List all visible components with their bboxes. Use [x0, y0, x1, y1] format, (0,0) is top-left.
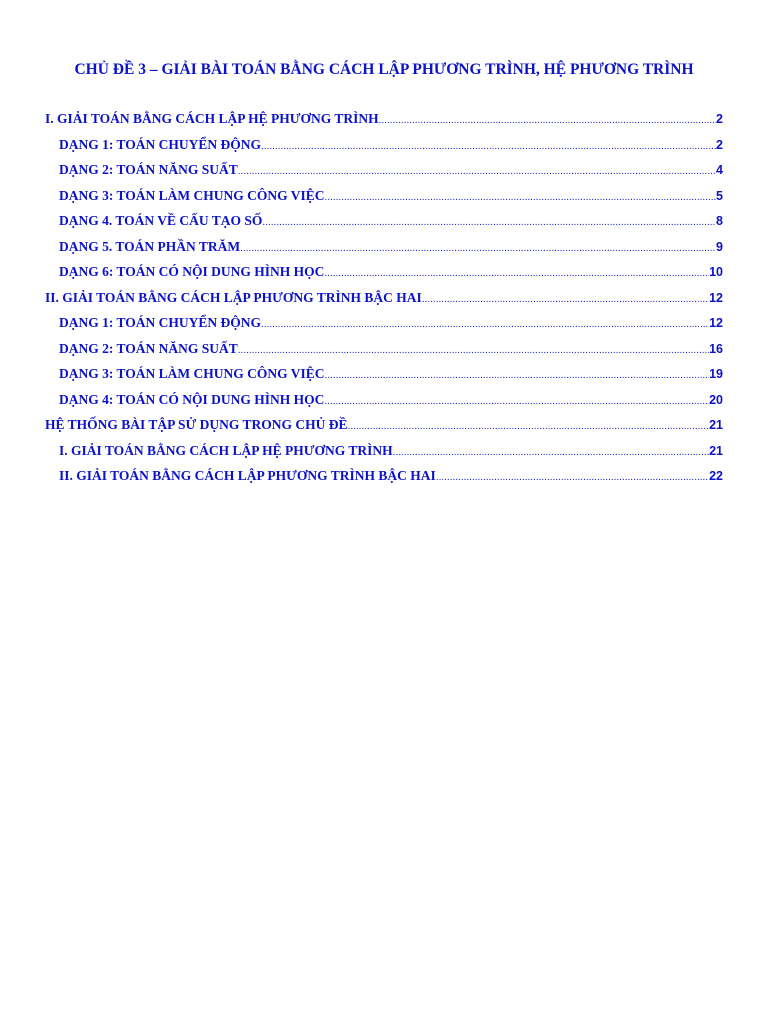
- toc-page-number: 12: [709, 290, 723, 305]
- toc-dot-leader: [348, 418, 710, 436]
- toc-entry-title: DẠNG 5. TOÁN PHẦN TRĂM: [59, 238, 241, 254]
- toc-entry-title: DẠNG 2: TOÁN NĂNG SUẤT: [59, 340, 238, 356]
- toc-page-number: 19: [709, 367, 723, 381]
- toc-dot-leader: [262, 214, 716, 232]
- toc-dot-leader: [238, 342, 709, 360]
- toc-page-number: 10: [709, 265, 723, 279]
- toc-dot-leader: [436, 469, 709, 487]
- toc-entry-title: DẠNG 6: TOÁN CÓ NỘI DUNG HÌNH HỌC: [59, 264, 325, 279]
- toc-entry[interactable]: [45, 136, 723, 162]
- toc-dot-leader: [238, 163, 716, 181]
- toc-entry-title: DẠNG 1: TOÁN CHUYỂN ĐỘNG: [59, 315, 262, 330]
- toc-page-number: 2: [716, 112, 723, 126]
- page-title: CHỦ ĐỀ 3 – GIẢI BÀI TOÁN BẰNG CÁCH LẬP PHƯƠNG TRÌNH, HỆ PHƯƠNG TRÌNH: [74, 61, 694, 78]
- toc-page-number: 12: [709, 316, 723, 330]
- toc-entry[interactable]: [45, 365, 723, 391]
- toc-page-number: 20: [709, 392, 723, 407]
- toc-entry[interactable]: [45, 314, 723, 340]
- toc-entry[interactable]: [45, 187, 723, 213]
- toc-entry[interactable]: [45, 161, 723, 187]
- toc-entry-title: HỆ THỐNG BÀI TẬP SỬ DỤNG TRONG CHỦ ĐỀ: [45, 417, 348, 432]
- toc-entry[interactable]: [45, 340, 723, 366]
- toc-dot-leader: [324, 265, 709, 283]
- toc-dot-leader: [325, 367, 710, 385]
- toc-entry-title: DẠNG 3: TOÁN LÀM CHUNG CÔNG VIỆC: [59, 366, 325, 381]
- toc-dot-leader: [324, 393, 709, 411]
- toc-entry[interactable]: [45, 212, 723, 238]
- toc-page-number: 2: [716, 137, 723, 152]
- toc-page-number: 21: [709, 418, 723, 432]
- toc-entry[interactable]: [45, 263, 723, 289]
- toc-entry[interactable]: [45, 110, 723, 136]
- toc-entry[interactable]: [45, 416, 723, 442]
- toc-entry-title: DẠNG 4: TOÁN CÓ NỘI DUNG HÌNH HỌC: [59, 391, 325, 407]
- toc-dot-leader: [325, 189, 717, 207]
- toc-page-number: 21: [709, 443, 723, 458]
- toc-dot-leader: [422, 291, 709, 309]
- toc-page-number: 16: [709, 341, 723, 356]
- toc-entry-title: I. GIẢI TOÁN BẰNG CÁCH LẬP HỆ PHƯƠNG TRÌNH: [59, 442, 393, 458]
- toc-dot-leader: [261, 138, 716, 156]
- toc-entry-title: DẠNG 3: TOÁN LÀM CHUNG CÔNG VIỆC: [59, 187, 325, 203]
- toc-entry[interactable]: [45, 442, 723, 468]
- toc-entry-title: I. GIẢI TOÁN BẰNG CÁCH LẬP HỆ PHƯƠNG TRÌNH: [45, 111, 379, 126]
- toc-entry-title: DẠNG 1: TOÁN CHUYỂN ĐỘNG: [59, 136, 262, 152]
- toc-entry-title: DẠNG 4. TOÁN VỀ CẤU TẠO SỐ: [59, 213, 263, 228]
- toc-page-number: 9: [716, 239, 723, 254]
- toc-entry[interactable]: [45, 391, 723, 417]
- toc-page-number: 5: [716, 188, 723, 203]
- toc-dot-leader: [393, 444, 709, 462]
- toc-dot-leader: [261, 316, 709, 334]
- toc-entry-title: DẠNG 2: TOÁN NĂNG SUẤT: [59, 162, 238, 177]
- toc-page-number: 4: [716, 163, 723, 177]
- toc-entry-title: II. GIẢI TOÁN BẰNG CÁCH LẬP PHƯƠNG TRÌNH BẬC HAI: [59, 468, 436, 483]
- toc-dot-leader: [240, 240, 716, 258]
- toc-entry[interactable]: [45, 467, 723, 493]
- table-of-contents: [45, 110, 723, 493]
- toc-page-number: 22: [709, 469, 723, 483]
- toc-entry[interactable]: [45, 238, 723, 264]
- toc-page-number: 8: [716, 214, 723, 228]
- toc-entry-title: II. GIẢI TOÁN BẰNG CÁCH LẬP PHƯƠNG TRÌNH BẬC HAI: [45, 289, 422, 305]
- toc-dot-leader: [379, 112, 716, 130]
- toc-entry[interactable]: [45, 289, 723, 315]
